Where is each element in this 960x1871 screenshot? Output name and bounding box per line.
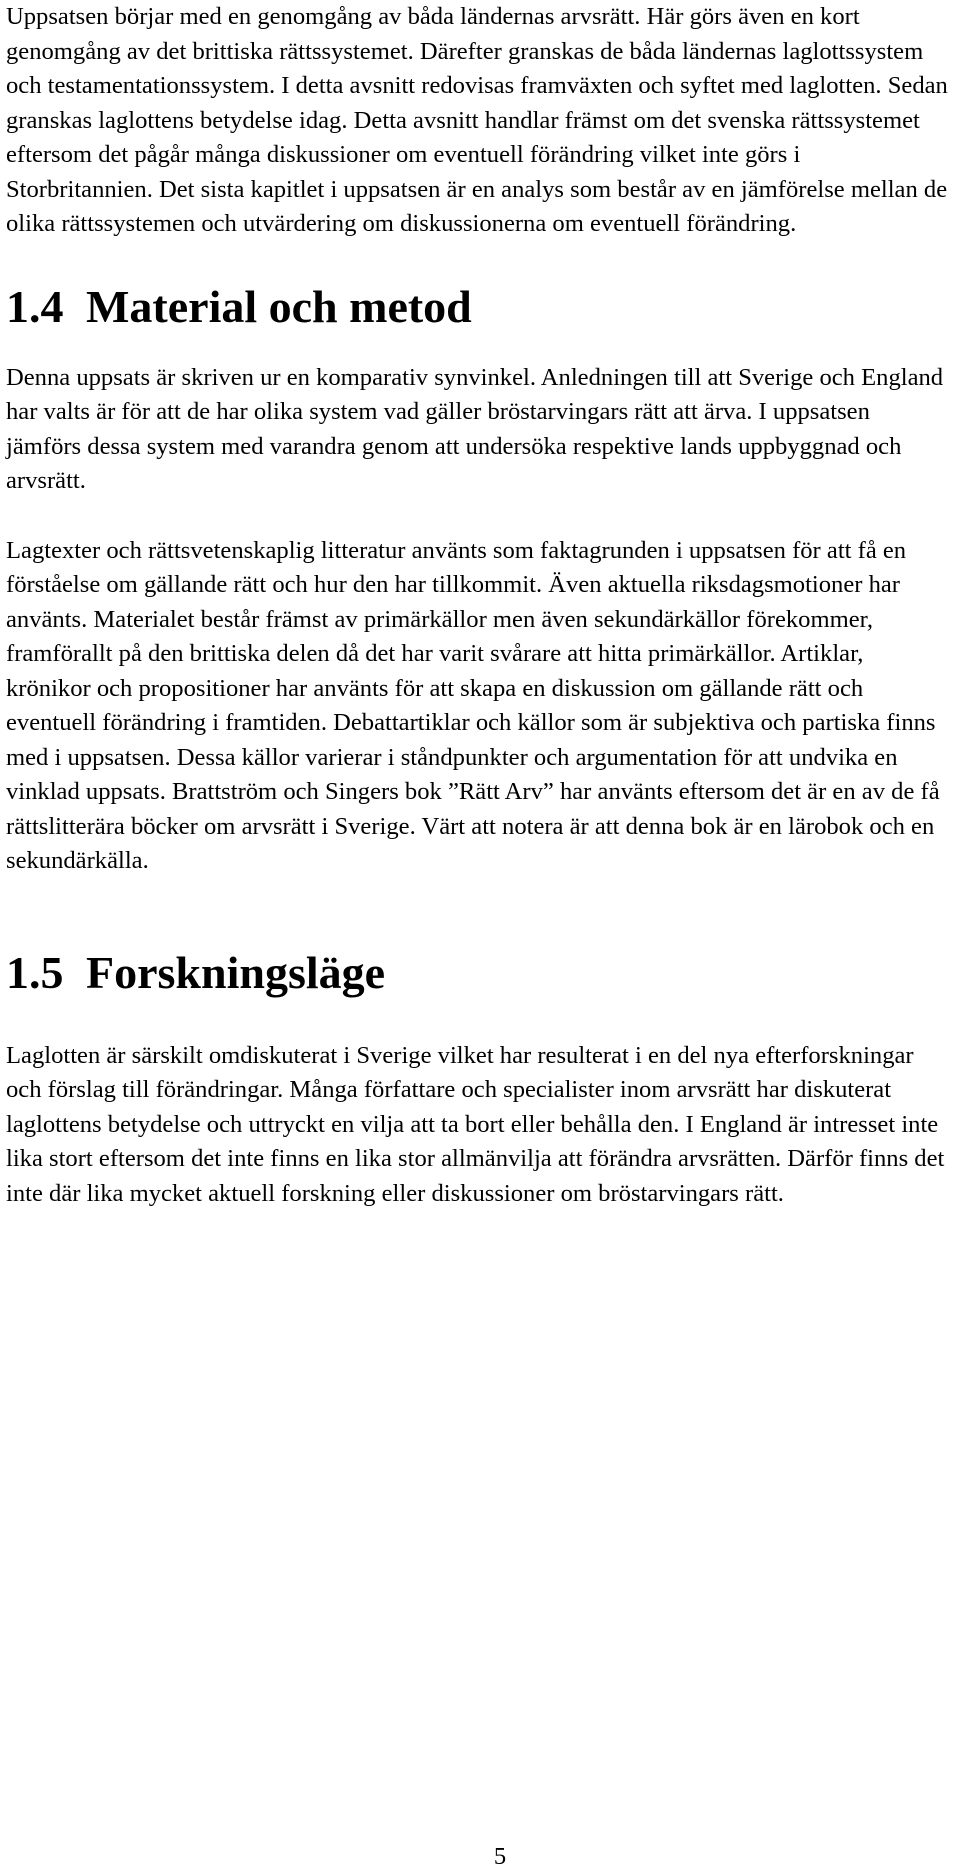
paragraph-1-5-a: Laglotten är särskilt omdiskuterat i Sverige vilket har resulterat i en del nya efterforskningar och förslag till förändringar. Många författare och specialister inom arvsrätt har diskuterat laglottens betydelse och uttryckt en vilja att ta bort eller behålla den. I England är intresset inte lika stort eftersom det inte finns en lika stor allmänvilja att förändra arvsrätten. Därför finns det inte där lika mycket aktuell forskning eller diskussioner om bröstarvingars rätt. (6, 1041, 945, 1207)
page-content (6, 0, 951, 1211)
paragraph-1-4-a: Denna uppsats är skriven ur en komparativ synvinkel. Anledningen till att Sverige och England har valts är för att de har olika system vad gäller bröstarvingars rätt att ärva. I uppsatsen jämförs dessa system med varandra genom att undersöka respektive lands uppbyggnad och arvsrätt. (6, 363, 944, 494)
intro-paragraph: Uppsatsen börjar med en genomgång av båda ländernas arvsrätt. Här görs även en kort genomgång av det brittiska rättssystemet. Därefter granskas de båda ländernas laglottssystem och testamentationssystem. I detta avsnitt redovisas framväxten och syftet med laglotten. Sedan granskas laglottens betydelse idag. Detta avsnitt handlar främst om det svenska rättssystemet eftersom det pågår många diskussioner om eventuell förändring vilket inte görs i Storbritannien. Det sista kapitlet i uppsatsen är en analys som består av en jämförelse mellan de olika rättssystemen och utvärdering om diskussionerna om eventuell förändring. (6, 3, 948, 237)
section-title: Material och metod (86, 280, 472, 332)
section-number: 1.4 (6, 280, 64, 332)
page-number: 5 (493, 1843, 507, 1870)
section-heading-1-4 (6, 281, 951, 333)
section-title: Forskningsläge (86, 946, 386, 998)
section-heading-1-5 (6, 947, 951, 999)
section-number: 1.5 (6, 946, 64, 998)
paragraph-1-4-b: Lagtexter och rättsvetenskaplig litteratur använts som faktagrunden i uppsatsen för att få en förståelse om gällande rätt och hur den har tillkommit. Även aktuella riksdagsmotioner har använts. Materialet består främst av primärkällor men även sekundärkällor förekommer, framförallt på den brittiska delen då det har varit svårare att hitta primärkällor. Artiklar, krönikor och propositioner har använts för att skapa en diskussion om gällande rätt och eventuell förändring i framtiden. Debattartiklar och källor som är subjektiva och partiska finns med i uppsatsen. Dessa källor varierar i ståndpunkter och argumentation för att undvika en vinklad uppsats. Brattström och Singers bok ”Rätt Arv” har använts eftersom det är en av de få rättslitterära böcker om arvsrätt i Sverige. Värt att notera är att denna bok är en lärobok och en sekundärkälla. (6, 536, 940, 874)
